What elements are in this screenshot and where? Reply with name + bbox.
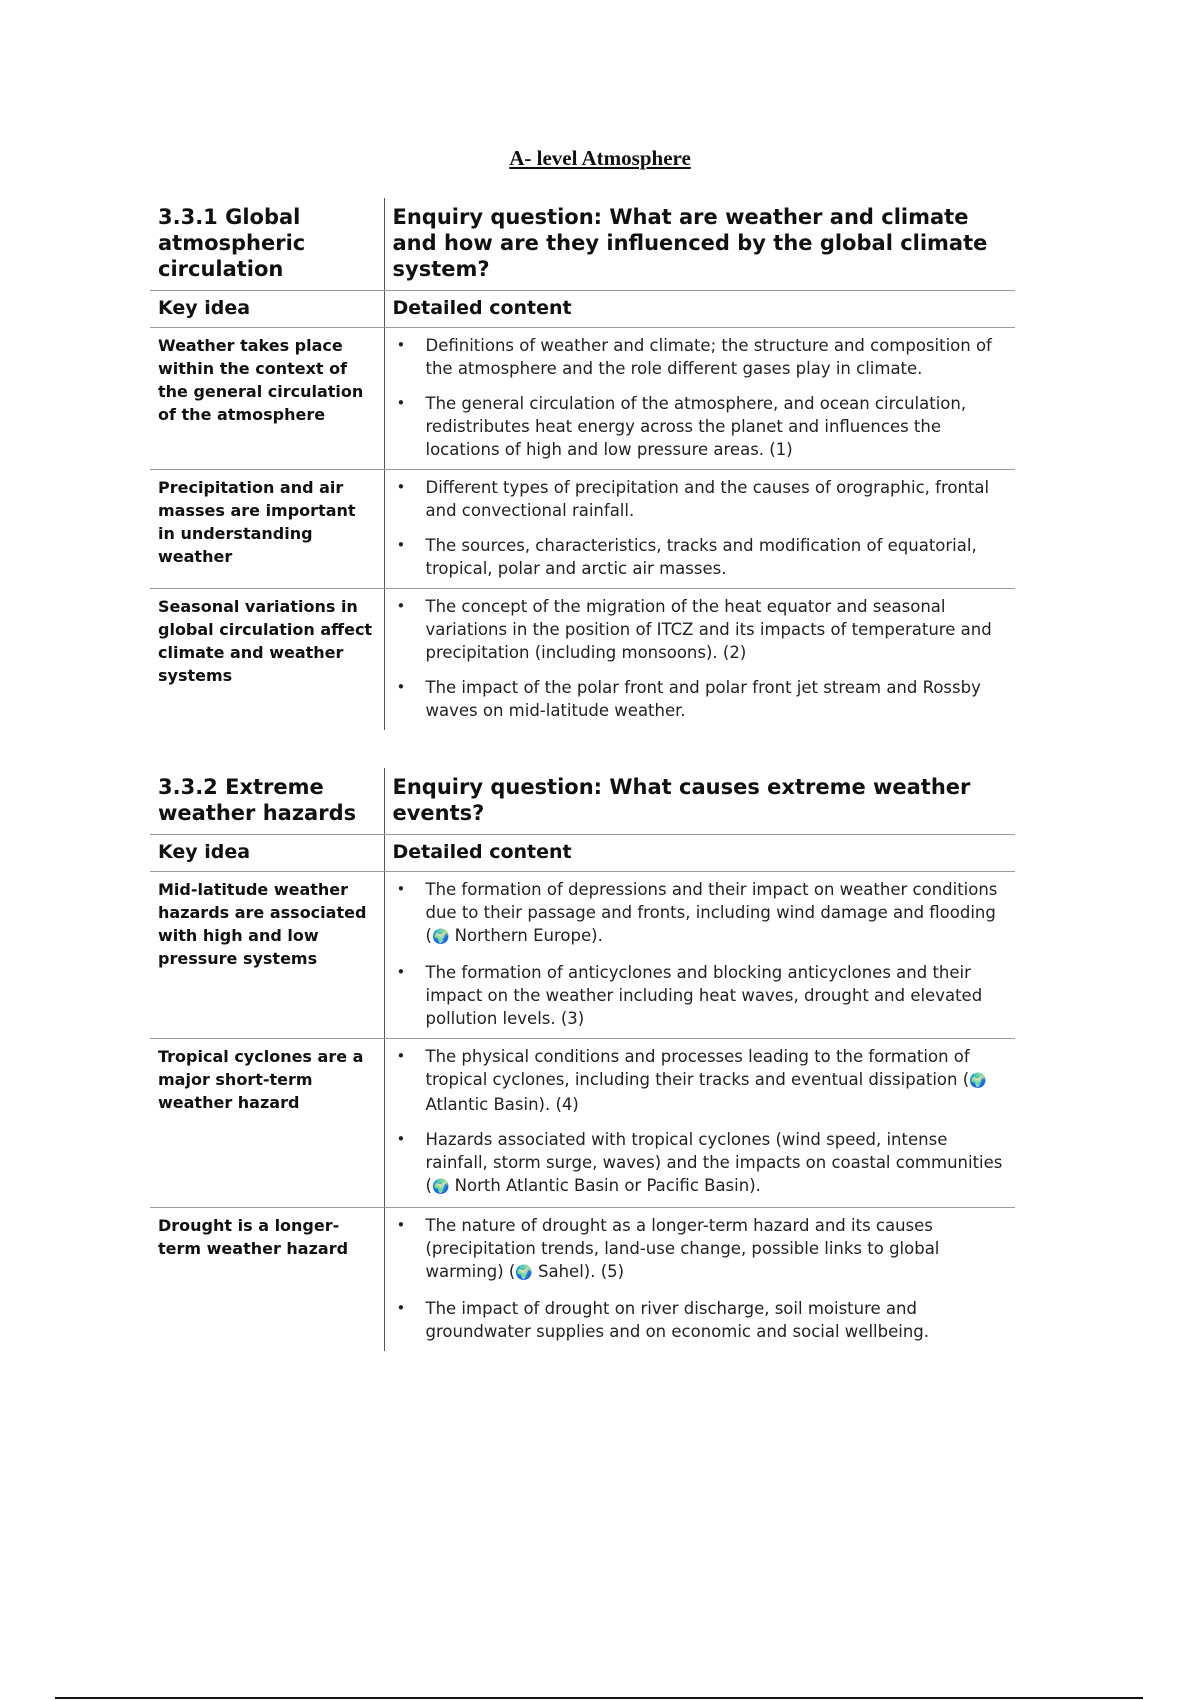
globe-icon: 🌍 <box>969 1073 987 1089</box>
key-idea-header: Key idea <box>150 835 384 872</box>
table-row <box>150 328 1015 470</box>
content-list <box>393 1045 1008 1199</box>
section-table <box>150 768 1015 1351</box>
list-item: • The formation of anticyclones and blocking anticyclones and their impact on the weather including heat waves, drought and elevated pollution levels. (3) <box>393 961 1008 1030</box>
detailed-content-header: Detailed content <box>384 291 1015 328</box>
section-title: 3.3.1 Global atmospheric circulation <box>150 198 384 291</box>
page-title: A- level Atmosphere <box>509 146 691 170</box>
section-header-row <box>150 768 1015 835</box>
key-idea: Tropical cyclones are a major short-term weather hazard <box>150 1039 384 1208</box>
key-idea-header: Key idea <box>150 291 384 328</box>
section-title: 3.3.2 Extreme weather hazards <box>150 768 384 835</box>
key-idea: Drought is a longer-term weather hazard <box>150 1208 384 1352</box>
table-row <box>150 1208 1015 1352</box>
section-table <box>150 198 1015 730</box>
table-row <box>150 1039 1015 1208</box>
globe-icon: 🌍 <box>431 929 450 945</box>
key-idea: Mid-latitude weather hazards are associated with high and low pressure systems <box>150 872 384 1039</box>
table-row <box>150 872 1015 1039</box>
key-idea: Weather takes place within the context of the general circulation of the atmosphere <box>150 328 384 470</box>
detailed-content-header: Detailed content <box>384 835 1015 872</box>
list-item: • The nature of drought as a longer-term hazard and its causes (precipitation trends, land-use change, possible links to global warming) (🌍 Sahel). (5) <box>393 1214 1008 1285</box>
footer-rule <box>55 1697 1143 1699</box>
key-idea: Precipitation and air masses are important in understanding weather <box>150 470 384 589</box>
globe-icon: 🌍 <box>431 1179 450 1195</box>
list-item: • The physical conditions and processes leading to the formation of tropical cyclones, including their tracks and eventual dissipation (🌍 Atlantic Basin). (4) <box>393 1045 1008 1116</box>
table-row <box>150 470 1015 589</box>
content-list <box>393 1214 1008 1343</box>
list-item: • The impact of drought on river discharge, soil moisture and groundwater supplies and on economic and social wellbeing. <box>393 1297 1008 1343</box>
column-header-row <box>150 291 1015 328</box>
list-item: • Hazards associated with tropical cyclones (wind speed, intense rainfall, storm surge, waves) and the impacts on coastal communities (🌍 North Atlantic Basin or Pacific Basin). <box>393 1128 1008 1199</box>
list-item: • Definitions of weather and climate; the structure and composition of the atmosphere and the role different gases play in climate. <box>393 334 1008 380</box>
list-item: • The concept of the migration of the heat equator and seasonal variations in the position of ITCZ and its impacts of temperature and precipitation (including monsoons). (2) <box>393 595 1008 664</box>
list-item: • The impact of the polar front and polar front jet stream and Rossby waves on mid-latitude weather. <box>393 676 1008 722</box>
column-header-row <box>150 835 1015 872</box>
list-item: • The sources, characteristics, tracks and modification of equatorial, tropical, polar and arctic air masses. <box>393 534 1008 580</box>
enquiry-question: Enquiry question: What causes extreme weather events? <box>384 768 1015 835</box>
section-header-row <box>150 198 1015 291</box>
list-item: • Different types of precipitation and the causes of orographic, frontal and convectional rainfall. <box>393 476 1008 522</box>
list-item: • The formation of depressions and their impact on weather conditions due to their passage and fronts, including wind damage and flooding (🌍 Northern Europe). <box>393 878 1008 949</box>
content-list <box>393 476 1008 580</box>
table-row <box>150 589 1015 731</box>
list-item: • The general circulation of the atmosphere, and ocean circulation, redistributes heat energy across the planet and influences the locations of high and low pressure areas. (1) <box>393 392 1008 461</box>
key-idea: Seasonal variations in global circulation affect climate and weather systems <box>150 589 384 731</box>
content-list <box>393 334 1008 461</box>
content-list <box>393 595 1008 722</box>
content-list <box>393 878 1008 1030</box>
globe-icon: 🌍 <box>515 1265 533 1281</box>
enquiry-question: Enquiry question: What are weather and climate and how are they influenced by the global climate system? <box>384 198 1015 291</box>
